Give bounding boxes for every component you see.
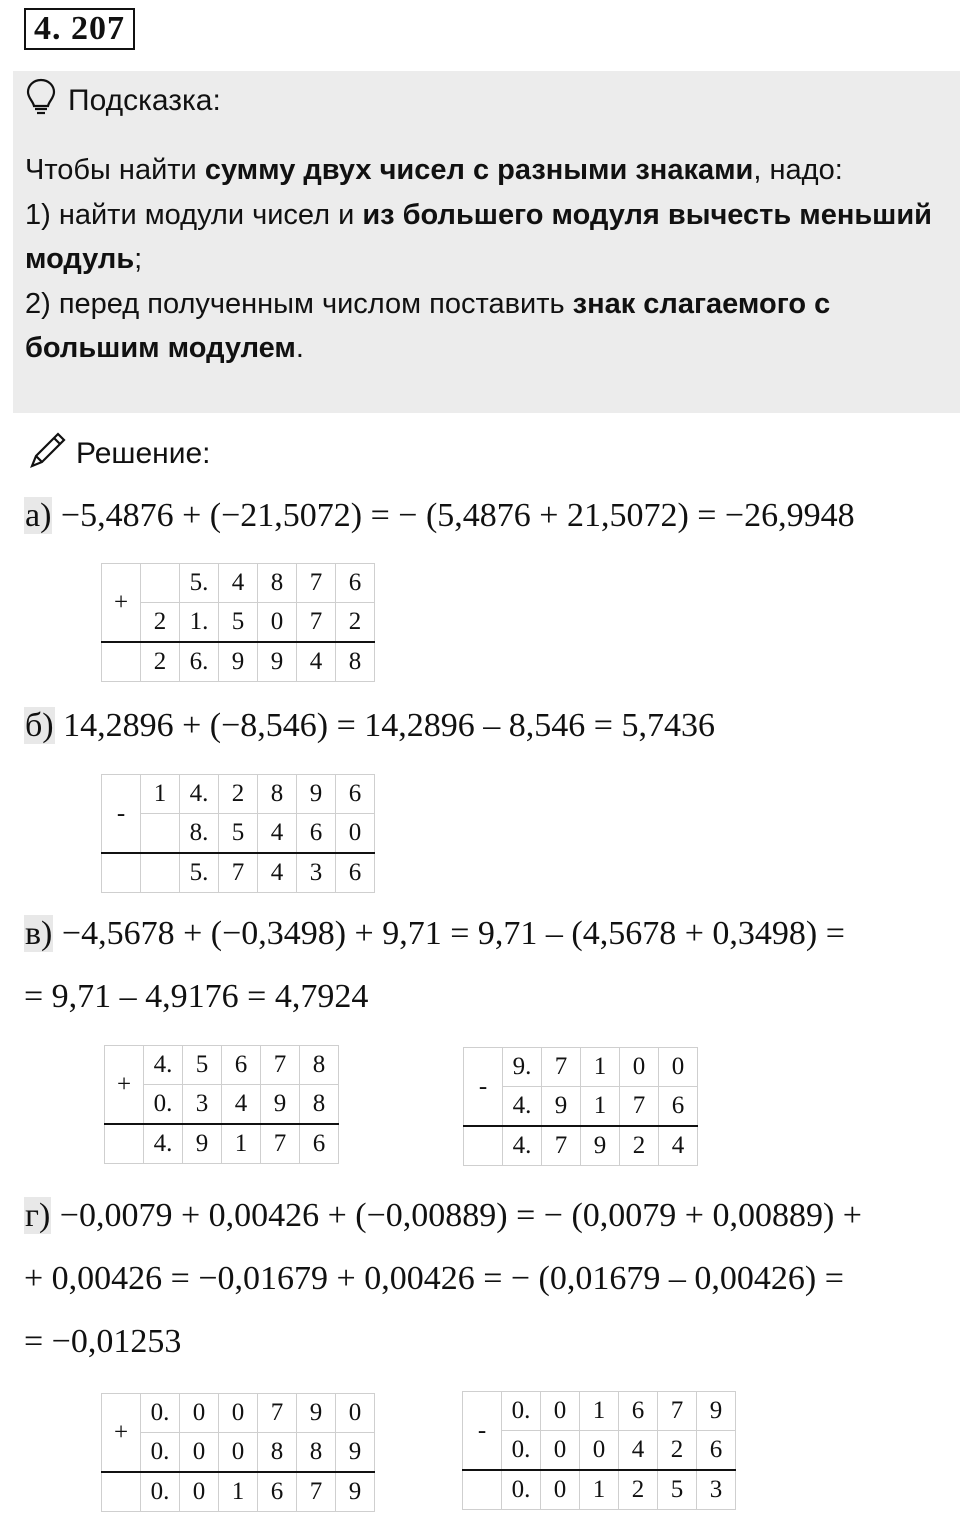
digit-cell: 9: [297, 775, 336, 814]
digit-cell: 8: [258, 775, 297, 814]
calc-table-g-diff: [462, 1391, 736, 1510]
calc-row: [102, 853, 375, 893]
digit-cell: 2: [141, 642, 180, 682]
digit-cell: 1: [581, 1087, 620, 1127]
digit-cell: [141, 814, 180, 854]
calc-row: [102, 642, 375, 682]
hint-p3-pre: 2) перед полученным числом поставить: [25, 287, 573, 320]
hint-p2-bold: из большего модуля вычесть меньший модуль: [25, 198, 933, 275]
digit-cell: 9: [336, 1472, 375, 1512]
digit-cell: 4: [222, 1085, 261, 1125]
digit-cell: 6: [697, 1431, 736, 1471]
operator-sign: +: [102, 1394, 141, 1473]
digit-cell: 1: [222, 1124, 261, 1164]
digit-cell: 0: [180, 1472, 219, 1512]
digit-cell: 8: [336, 642, 375, 682]
operator-cell-empty: [463, 1470, 502, 1510]
digit-cell: 0: [180, 1394, 219, 1433]
digit-cell: 8: [258, 564, 297, 603]
digit-cell: 9.: [503, 1048, 542, 1087]
digit-cell: 4.: [503, 1126, 542, 1166]
digit-cell: 7: [261, 1124, 300, 1164]
digit-cell: 0: [219, 1394, 258, 1433]
digit-cell: 2: [620, 1126, 659, 1166]
digit-cell: 9: [258, 642, 297, 682]
digit-cell: 8.: [180, 814, 219, 854]
digit-cell: 7: [258, 1394, 297, 1433]
solution-header: [26, 428, 210, 480]
digit-cell: 0.: [141, 1472, 180, 1512]
digit-cell: 5: [219, 603, 258, 643]
digit-cell: 0: [541, 1470, 580, 1510]
digit-cell: 2: [619, 1470, 658, 1510]
hint-p3-bold: знак слагаемого с большим модулем: [25, 287, 831, 364]
digit-cell: 1.: [180, 603, 219, 643]
calc-row: [102, 814, 375, 854]
digit-cell: 7: [261, 1046, 300, 1085]
calc-table-v-sum: [104, 1045, 339, 1164]
digit-cell: 2: [219, 775, 258, 814]
digit-cell: 0: [659, 1048, 698, 1087]
digit-cell: 2: [336, 603, 375, 643]
digit-cell: 4.: [144, 1124, 183, 1164]
digit-cell: 0.: [141, 1433, 180, 1473]
operator-cell-empty: [464, 1126, 503, 1166]
digit-cell: 0: [180, 1433, 219, 1473]
digit-cell: 9: [219, 642, 258, 682]
digit-cell: 8: [258, 1433, 297, 1473]
digit-cell: 0.: [502, 1470, 541, 1510]
label-b: б): [25, 707, 54, 744]
digit-cell: 8: [300, 1046, 339, 1085]
calc-table-a: [101, 563, 375, 682]
digit-cell: 8: [297, 1433, 336, 1473]
digit-cell: 3: [697, 1470, 736, 1510]
operator-cell-empty: [102, 853, 141, 893]
equation-a-text: −5,4876 + (−21,5072) = − (5,4876 + 21,5072) = −26,9948: [52, 497, 855, 534]
digit-cell: 0.: [502, 1431, 541, 1471]
digit-cell: 7: [542, 1048, 581, 1087]
digit-cell: 6: [222, 1046, 261, 1085]
hint-text: [25, 148, 945, 371]
digit-cell: 7: [542, 1126, 581, 1166]
digit-cell: 4.: [180, 775, 219, 814]
digit-cell: 7: [620, 1087, 659, 1127]
hint-p1-bold: сумму двух чисел с разными знаками: [204, 154, 754, 186]
operator-sign: +: [102, 564, 141, 643]
digit-cell: 1: [141, 775, 180, 814]
hint-p2-post: ;: [134, 243, 143, 275]
digit-cell: 9: [297, 1394, 336, 1433]
calc-table-g-sum: [101, 1393, 375, 1512]
equation-v-text1: −4,5678 + (−0,3498) + 9,71 = 9,71 – (4,5678 + 0,3498) =: [53, 915, 845, 952]
hint-p2-pre: 1) найти модули чисел и: [25, 198, 363, 231]
calc-row: [102, 1472, 375, 1512]
label-v: в): [25, 915, 53, 952]
digit-cell: 9: [542, 1087, 581, 1127]
calc-row: [102, 564, 375, 603]
digit-cell: 9: [183, 1124, 222, 1164]
digit-cell: 1: [580, 1392, 619, 1431]
calc-row: [102, 775, 375, 814]
digit-cell: 9: [581, 1126, 620, 1166]
digit-cell: 4: [297, 642, 336, 682]
digit-cell: 0: [541, 1431, 580, 1471]
digit-cell: 0: [620, 1048, 659, 1087]
pencil-icon: [26, 428, 70, 480]
digit-cell: 6: [336, 775, 375, 814]
equation-g-line1: [24, 1197, 862, 1235]
digit-cell: 9: [697, 1392, 736, 1431]
digit-cell: 1: [219, 1472, 258, 1512]
digit-cell: 5.: [180, 853, 219, 893]
digit-cell: 0: [219, 1433, 258, 1473]
calc-row: [102, 1394, 375, 1433]
equation-b: [24, 707, 715, 745]
operator-cell-empty: [105, 1124, 144, 1164]
digit-cell: [141, 564, 180, 603]
digit-cell: 8: [300, 1085, 339, 1125]
digit-cell: 4.: [144, 1046, 183, 1085]
digit-cell: 4.: [503, 1087, 542, 1127]
calc-row: [102, 1433, 375, 1473]
operator-sign: -: [102, 775, 141, 854]
digit-cell: 1: [581, 1048, 620, 1087]
digit-cell: 7: [658, 1392, 697, 1431]
digit-cell: 0: [580, 1431, 619, 1471]
digit-cell: 7: [297, 564, 336, 603]
operator-sign: -: [463, 1392, 502, 1471]
equation-b-text: 14,2896 + (−8,546) = 14,2896 – 8,546 = 5,7436: [54, 707, 715, 744]
digit-cell: 2: [658, 1431, 697, 1471]
digit-cell: 7: [219, 853, 258, 893]
digit-cell: 6: [258, 1472, 297, 1512]
digit-cell: 9: [336, 1433, 375, 1473]
digit-cell: 2: [141, 603, 180, 643]
solution-title: Решение:: [76, 437, 211, 470]
digit-cell: 3: [183, 1085, 222, 1125]
digit-cell: 0: [336, 1394, 375, 1433]
calc-row: [463, 1392, 736, 1431]
digit-cell: 6: [336, 853, 375, 893]
equation-v-line1: [24, 915, 845, 953]
hint-header: [26, 78, 221, 124]
digit-cell: 6: [619, 1392, 658, 1431]
hint-p1-post: , надо:: [753, 154, 843, 186]
digit-cell: 4: [258, 814, 297, 854]
label-g: г): [25, 1197, 51, 1234]
hint-p1-pre: Чтобы найти: [25, 154, 205, 186]
lightbulb-icon: [26, 78, 56, 124]
digit-cell: 4: [659, 1126, 698, 1166]
digit-cell: 6: [336, 564, 375, 603]
operator-sign: +: [105, 1046, 144, 1125]
digit-cell: 6: [300, 1124, 339, 1164]
calc-row: [105, 1046, 339, 1085]
calc-row: [464, 1048, 698, 1087]
digit-cell: 0.: [502, 1392, 541, 1431]
label-a: а): [25, 497, 52, 534]
digit-cell: 5: [219, 814, 258, 854]
operator-sign: -: [464, 1048, 503, 1127]
digit-cell: 0.: [141, 1394, 180, 1433]
hint-title: Подсказка:: [68, 84, 221, 117]
calc-row: [105, 1124, 339, 1164]
digit-cell: 1: [580, 1470, 619, 1510]
equation-g-text1: −0,0079 + 0,00426 + (−0,00889) = − (0,0079 + 0,00889) +: [51, 1197, 862, 1234]
digit-cell: 0: [541, 1392, 580, 1431]
operator-cell-empty: [102, 642, 141, 682]
calc-row: [463, 1431, 736, 1471]
equation-a: [24, 497, 855, 535]
equation-g-line3: = −0,01253: [24, 1323, 182, 1360]
digit-cell: 6: [659, 1087, 698, 1127]
equation-g-line2: + 0,00426 = −0,01679 + 0,00426 = − (0,01679 – 0,00426) =: [24, 1260, 844, 1297]
calc-table-b: [101, 774, 375, 893]
digit-cell: 7: [297, 603, 336, 643]
calc-row: [464, 1126, 698, 1166]
digit-cell: [141, 853, 180, 893]
digit-cell: 4: [619, 1431, 658, 1471]
digit-cell: 4: [258, 853, 297, 893]
digit-cell: 9: [261, 1085, 300, 1125]
operator-cell-empty: [102, 1472, 141, 1512]
digit-cell: 4: [219, 564, 258, 603]
digit-cell: 5: [183, 1046, 222, 1085]
calc-table-v-diff: [463, 1047, 698, 1166]
digit-cell: 6: [297, 814, 336, 854]
digit-cell: 0: [336, 814, 375, 854]
equation-v-line2: = 9,71 – 4,9176 = 4,7924: [24, 978, 369, 1015]
task-number: 4. 207: [24, 8, 135, 50]
digit-cell: 5.: [180, 564, 219, 603]
digit-cell: 0.: [144, 1085, 183, 1125]
hint-p3-post: .: [295, 332, 304, 364]
calc-row: [102, 603, 375, 643]
digit-cell: 6.: [180, 642, 219, 682]
calc-row: [463, 1470, 736, 1510]
digit-cell: 0: [258, 603, 297, 643]
digit-cell: 7: [297, 1472, 336, 1512]
digit-cell: 5: [658, 1470, 697, 1510]
digit-cell: 3: [297, 853, 336, 893]
